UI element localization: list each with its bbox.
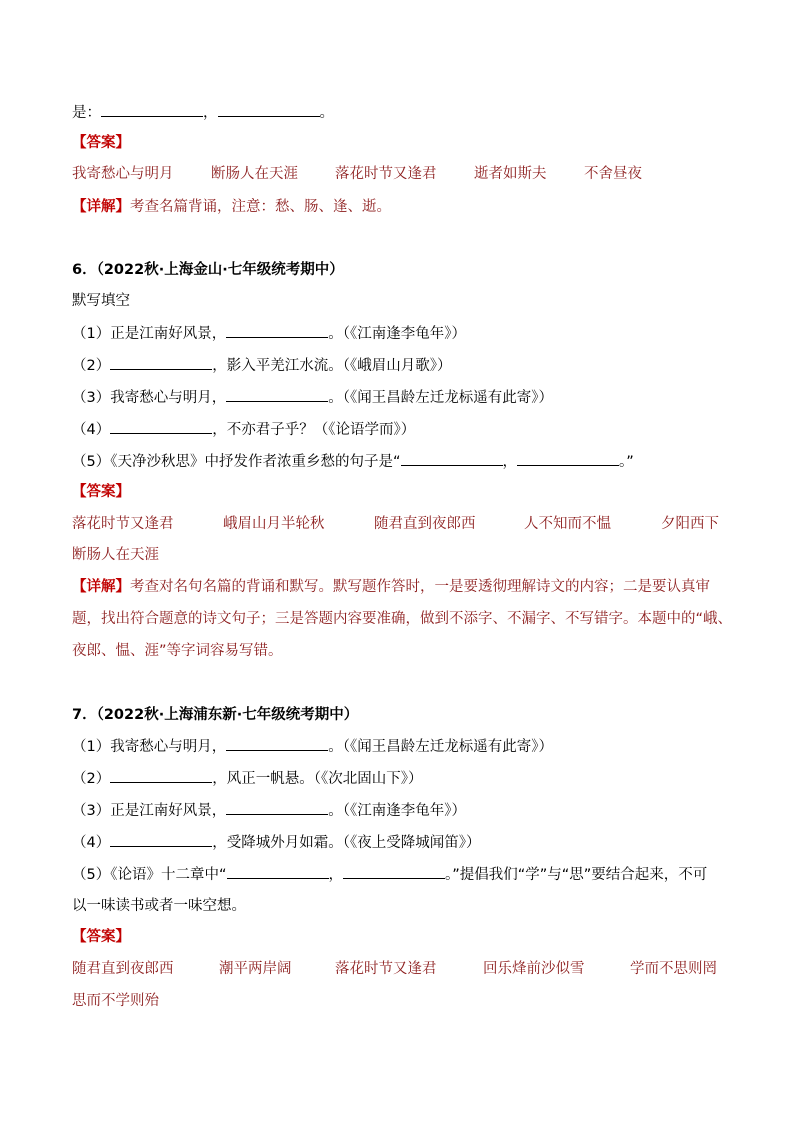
answer-item: 不舍昼夜 (584, 166, 642, 182)
question-item: （1）正是江南好风景， 。（《江南逢李龟年》） (72, 323, 722, 344)
answer-blank[interactable] (110, 832, 212, 847)
answer-item: 断肠人在天涯 (211, 166, 298, 182)
answer-blank[interactable] (226, 736, 328, 751)
answer-item: 人不知而不愠 (524, 516, 611, 532)
answer-blank[interactable] (343, 864, 445, 879)
answer-blank[interactable] (110, 768, 212, 783)
answer-blank[interactable] (226, 387, 328, 402)
answer-blank[interactable] (227, 864, 329, 879)
question-item-continuation: 以一味读书或者一味空想。 (72, 898, 246, 914)
question-title: 默写填空 (72, 293, 130, 309)
answer-blank[interactable] (110, 419, 212, 434)
question-source: （2022秋·上海金山·七年级统考期中） (96, 262, 344, 278)
question-header (72, 705, 722, 725)
answer-blank[interactable] (517, 451, 619, 466)
answer-item: 落花时节又逢君 (335, 166, 437, 182)
answer-blank[interactable] (226, 323, 328, 338)
detail-line: 题，找出符合题意的诗文句子；三是答题内容要准确，做到不添字、不漏字、不写错字。本题中的“峨、 (72, 611, 733, 627)
answer-blank[interactable] (110, 355, 212, 370)
question-header (72, 260, 722, 280)
answer-row: 断肠人在天涯 (72, 547, 159, 563)
answer-blank[interactable] (226, 800, 328, 815)
answer-blank[interactable] (401, 451, 503, 466)
question-number: 6． (72, 262, 97, 278)
question-item: （4） ，不亦君子乎？（《论语学而》） (72, 419, 722, 440)
answer-item: 我寄愁心与明月 (72, 166, 174, 182)
answer-label: 【答案】 (72, 135, 130, 151)
answer-label: 【答案】 (72, 929, 130, 945)
question-item: （4） ，受降城外月如霜。（《夜上受降城闻笛》） (72, 832, 722, 853)
answer-item: 逝者如斯夫 (474, 166, 547, 182)
question-number: 7． (72, 707, 97, 723)
answer-item: 回乐烽前沙似雪 (483, 961, 585, 977)
answer-label: 【答案】 (72, 484, 130, 500)
question-item: （3）我寄愁心与明月， 。（《闻王昌龄左迁龙标遥有此寄》） (72, 387, 722, 408)
answer-blank[interactable] (101, 102, 203, 117)
answer-item: 落花时节又逢君 (72, 516, 174, 532)
answer-item: 随君直到夜郎西 (374, 516, 476, 532)
question-source: （2022秋·上海浦东新·七年级统考期中） (96, 707, 359, 723)
detail-line: 夜郎、愠、涯”等字词容易写错。 (72, 643, 283, 659)
detail-paragraph: 【详解】考查名篇背诵，注意：愁、肠、逢、逝。 (72, 199, 391, 215)
answer-item: 随君直到夜郎西 (72, 961, 174, 977)
answer-item: 夕阳西下 (661, 516, 719, 532)
fill-line-continuation: 是： ， 。 (72, 102, 722, 123)
answer-item: 潮平两岸阔 (219, 961, 292, 977)
question-item: （2） ，风正一帆悬。（《次北固山下》） (72, 768, 722, 789)
question-item: （3）正是江南好风景， 。（《江南逢李龟年》） (72, 800, 722, 821)
answer-blank[interactable] (218, 102, 320, 117)
question-item: （2） ，影入平羌江水流。（《峨眉山月歌》） (72, 355, 722, 376)
question-item: （1）我寄愁心与明月， 。（《闻王昌龄左迁龙标遥有此寄》） (72, 736, 722, 757)
answer-row: 思而不学则殆 (72, 993, 159, 1009)
answer-item: 学而不思则罔 (630, 961, 717, 977)
answer-item: 峨眉山月半轮秋 (223, 516, 325, 532)
detail-paragraph: 【详解】考查对名句名篇的背诵和默写。默写题作答时，一是要透彻理解诗文的内容；二是要认真审 (72, 579, 710, 595)
answer-item: 落花时节又逢君 (335, 961, 437, 977)
question-item: （5）《论语》十二章中“ ， 。”提倡我们“学”与“思”要结合起来，不可 (72, 864, 722, 885)
question-item: （5）《天净沙秋思》中抒发作者浓重乡愁的句子是“ ， 。” (72, 451, 722, 472)
